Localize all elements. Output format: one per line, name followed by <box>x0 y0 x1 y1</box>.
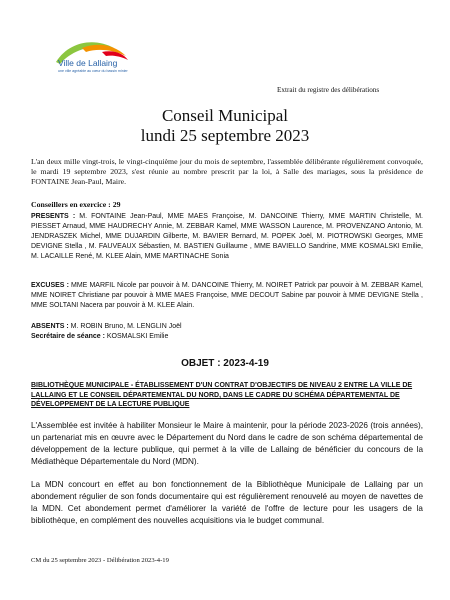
meeting-date: lundi 25 septembre 2023 <box>140 126 310 145</box>
excused-names: MME MARFIL Nicole par pouvoir à M. DANCOINE Thierry, M. NOIRET Patrick par pouvoir à M. ZEBBAR Kamel, MME NOIRET Christiane par pouvoir à MME MAES Françoise, MME DECOUT Sabine par pouvoir à MME DEVIGNE Stella , MME SOLTANI Nacera par pouvoir à M. KLEE Alain. <box>31 282 423 309</box>
present-names: M. FONTAINE Jean-Paul, MME MAES Françoise, M. DANCOINE Thierry, MME MARTIN Christelle, M. PIESSET Arnaud, MME HAUDRECHY Annie, M. ZEBBAR Kamel, MME WASSON Laurence, M. PROVENZANO Antonio, M. JENDRASZEK Michel, MME DUJARDIN Gilberte, M. BAVIER Bernard, M. POPEK Joël, M. PIOTROWSKI Georges, MME DEVIGNE Stella , M. FAUVEAUX Sébastien, M. BASTIEN Guillaume , MME BAVIELLO Sandrine, MME KOSMALSKI Emilie, M. LACAILLE René, M. KLEE Alain, MME MARTINACHE Sonia <box>31 213 423 260</box>
register-extract-label: Extrait du registre des délibérations <box>277 86 380 94</box>
logo-tagline: une ville agréable au cœur du bassin minier <box>58 69 128 73</box>
excused-list <box>31 281 423 311</box>
deliberation-subject: BIBLIOTHÈQUE MUNICIPALE - ÉTABLISSEMENT D'UN CONTRAT D'OBJECTIFS DE NIVEAU 2 ENTRE LA VILLE DE LALLAING ET LE CONSEIL DÉPARTEMENTAL DU NORD, DANS LE CADRE DU SCHÉMA DÉPARTEMENTAL DE DÉVELOPPEMENT DE LA LECTURE PUBLIQUE <box>31 382 413 409</box>
body-paragraph: L'Assemblée est invitée à habiliter Monsieur le Maire à maintenir, pour la période 2023-2026 (trois années), un partenariat mis en œuvre avec le Département du Nord dans le cadre de son schéma départemental de développement de la lecture publique, qui permet à la ville de Lallaing de bénéficier du concours de la Médiathèque Départementale du Nord (MDN). <box>31 421 423 467</box>
logo-title: Ville de Lallaing <box>58 58 118 68</box>
secretary-label: Secrétaire de séance : <box>31 333 105 340</box>
deliberation-object: OBJET : 2023-4-19 <box>181 358 269 369</box>
page-title: Conseil Municipal <box>161 106 289 125</box>
secretary-name: KOSMALSKI Emilie <box>104 333 169 340</box>
present-label: PRESENTS : <box>31 213 76 220</box>
body-paragraph: La MDN concourt en effet au bon fonctionnement de la Bibliothèque Municipale de Lallaing par un abondement régulier de son fonds documentaire qui est régulièrement renouvelé au moyen de navettes de la MDN. Cet abondement permet d'améliorer la variété de l'offre de lecture pour les usagers de la bibliothèque, en complément des nouvelles acquisitions via le budget communal. <box>31 480 423 526</box>
absent-label: ABSENTS : <box>31 323 69 330</box>
absent-list <box>31 322 423 332</box>
present-list <box>31 212 423 262</box>
intro-paragraph: L'an deux mille vingt-trois, le vingt-cinquième jour du mois de septembre, l'assemblée délibérante régulièrement convoquée, le mardi 19 septembre 2023, s'est réunie au nombre prescrit par la loi, à Salle des mariages, sous la présidence de FONTAINE Jean-Paul, Maire. <box>31 157 423 187</box>
excused-label: EXCUSES : <box>31 282 69 289</box>
secretary-line <box>31 332 423 342</box>
page-footer: CM du 25 septembre 2023 - Délibération 2023-4-19 <box>31 557 169 564</box>
absent-names: M. ROBIN Bruno, M. LENGLIN Joël <box>68 323 182 330</box>
councillors-count: Conseillers en exercice : 29 <box>31 200 121 209</box>
